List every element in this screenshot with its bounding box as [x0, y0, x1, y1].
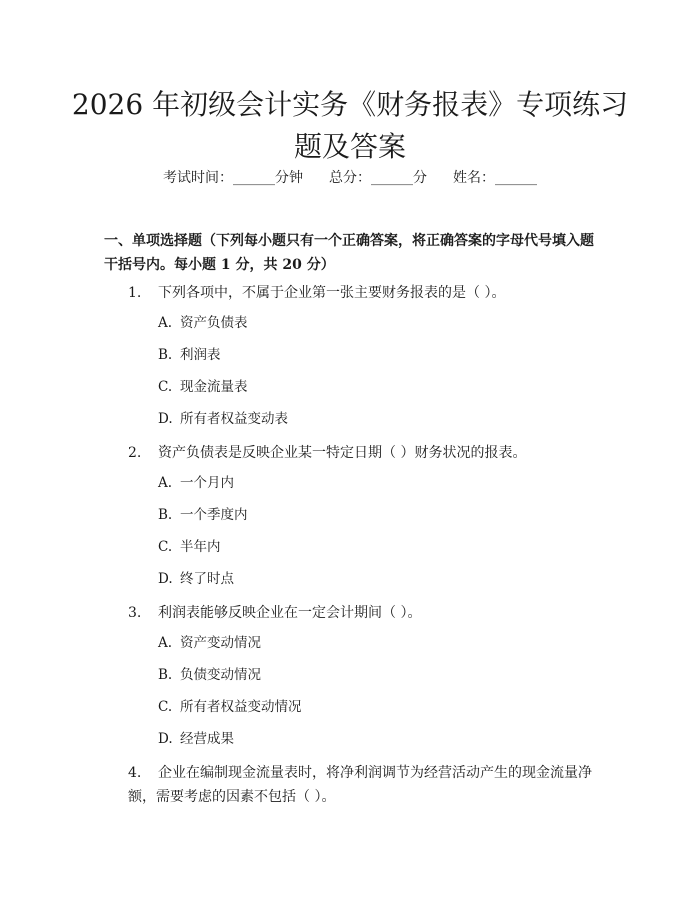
- option-text: 现金流量表: [180, 379, 248, 395]
- exam-time-field: 考试时间：______分钟: [163, 170, 303, 186]
- question-2: [128, 441, 608, 465]
- question-3-option-b: [158, 665, 261, 685]
- question-number: 3.: [128, 605, 142, 621]
- option-label: A.: [158, 635, 173, 651]
- option-label: C.: [158, 539, 173, 555]
- question-1-option-a: [158, 313, 248, 333]
- question-4: [128, 761, 608, 809]
- question-1-option-d: [158, 409, 288, 429]
- question-2-option-c: [158, 537, 221, 557]
- option-text: 终了时点: [180, 571, 234, 587]
- option-text: 负债变动情况: [180, 667, 261, 683]
- question-2-option-d: [158, 569, 234, 589]
- option-label: C.: [158, 379, 173, 395]
- option-text: 资产负债表: [180, 315, 248, 331]
- question-number: 1.: [128, 285, 142, 301]
- question-2-option-b: [158, 505, 248, 525]
- question-3: [128, 601, 608, 625]
- option-text: 经营成果: [180, 731, 234, 747]
- option-text: 半年内: [180, 539, 221, 555]
- option-label: B.: [158, 667, 173, 683]
- option-text: 资产变动情况: [180, 635, 261, 651]
- option-label: C.: [158, 699, 173, 715]
- option-label: A.: [158, 315, 173, 331]
- question-1: [128, 281, 608, 305]
- question-text: 利润表能够反映企业在一定会计期间（ ）。: [158, 605, 422, 621]
- option-label: D.: [158, 731, 173, 747]
- option-label: D.: [158, 571, 173, 587]
- option-text: 利润表: [180, 347, 221, 363]
- question-3-option-d: [158, 729, 234, 749]
- exam-meta-line: [0, 168, 700, 188]
- question-1-option-c: [158, 377, 248, 397]
- option-text: 所有者权益变动情况: [180, 699, 302, 715]
- option-label: A.: [158, 475, 173, 491]
- question-number: 2.: [128, 445, 142, 461]
- name-field: 姓名：______: [453, 170, 537, 186]
- option-label: B.: [158, 507, 173, 523]
- question-text: 企业在编制现金流量表时，将净利润调节为经营活动产生的现金流量净额，需要考虑的因素不包括（ ）。: [128, 765, 592, 805]
- section-heading: 一、单项选择题（下列每小题只有一个正确答案，将正确答案的字母代号填入题干括号内。每小题 1 分，共 20 分）: [104, 233, 594, 273]
- question-text: 下列各项中，不属于企业第一张主要财务报表的是（ ）。: [158, 285, 506, 301]
- option-label: D.: [158, 411, 173, 427]
- question-3-option-c: [158, 697, 302, 717]
- question-1-option-b: [158, 345, 221, 365]
- total-score-field: 总分：______分: [329, 170, 427, 186]
- option-label: B.: [158, 347, 173, 363]
- question-2-option-a: [158, 473, 234, 493]
- question-text: 资产负债表是反映企业某一特定日期（ ）财务状况的报表。: [158, 445, 527, 461]
- page-title: 2026 年初级会计实务《财务报表》专项练习题及答案: [71, 88, 629, 163]
- option-text: 所有者权益变动表: [180, 411, 288, 427]
- question-3-option-a: [158, 633, 261, 653]
- option-text: 一个季度内: [180, 507, 248, 523]
- question-number: 4.: [128, 765, 142, 781]
- option-text: 一个月内: [180, 475, 234, 491]
